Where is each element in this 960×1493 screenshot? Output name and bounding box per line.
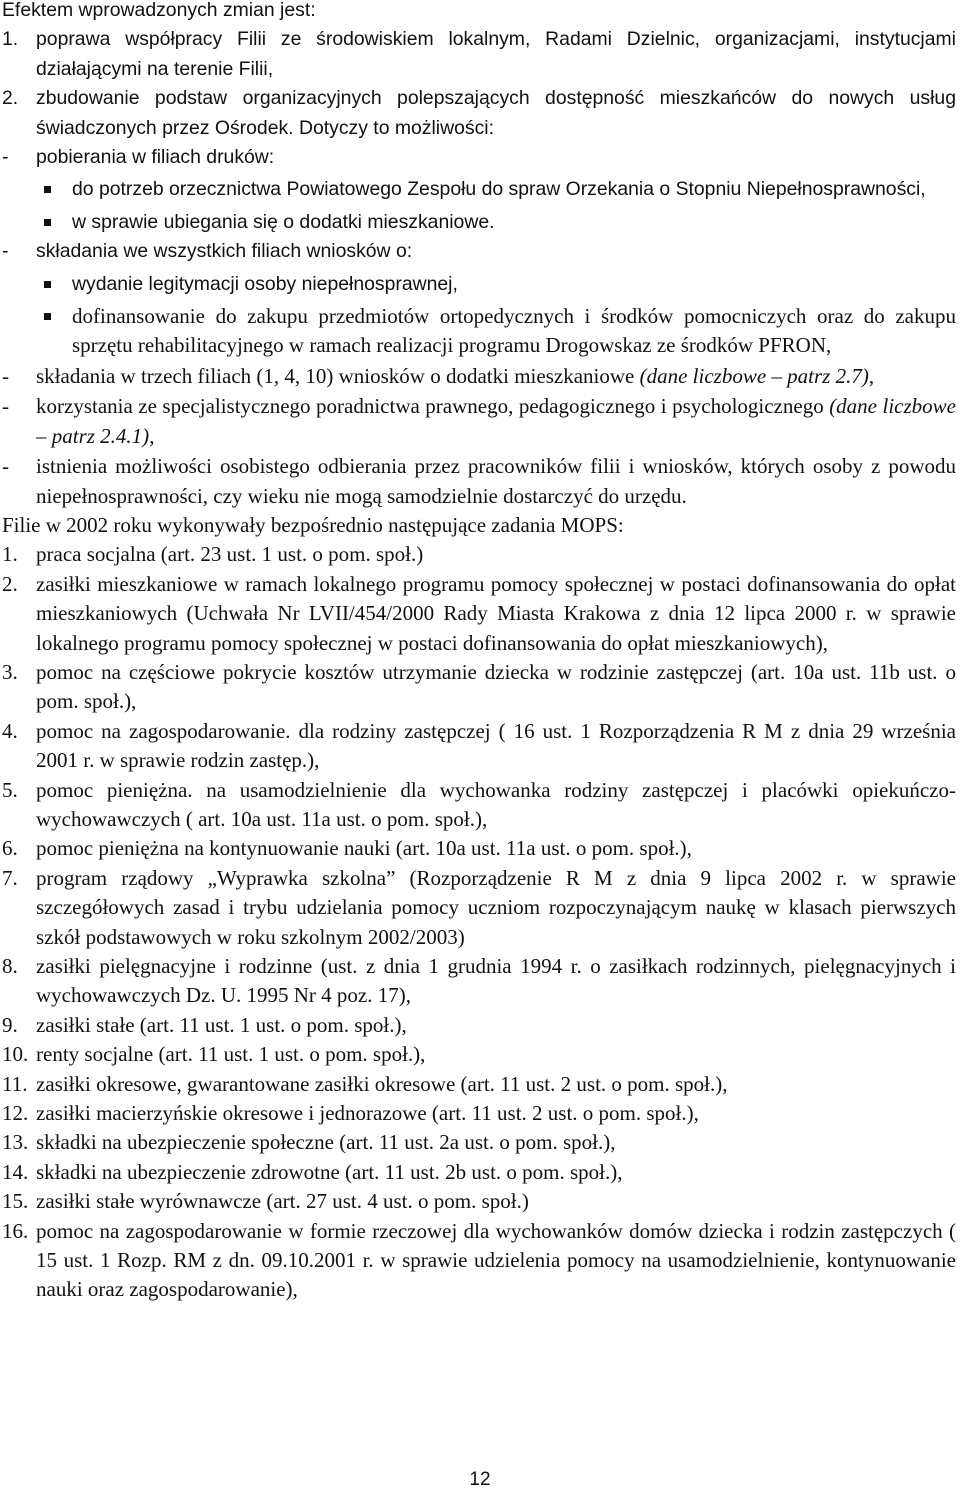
effect-text: zbudowanie podstaw organizacyjnych polepszających dostępność mieszkańców do nowych usług świadczonych przez Ośrodek. [36, 87, 956, 139]
task-number: 15. [2, 1189, 29, 1214]
effect-number: 2. [2, 87, 19, 110]
dash-end: , [868, 363, 875, 388]
task-text: zasiłki mieszkaniowe w ramach lokalnego programu pomocy społecznej w postaci dofinansowania do opłat mieszkaniowych (Uchwała Nr LVII/454/2000 Rady Miasta Krakowa z dnia 12 lipca 2000 r. w sprawie lokalnego programu pomocy społecznej w postaci dofinansowania do opłat mieszkaniowych), [36, 571, 956, 655]
tasks-list [0, 540, 956, 1305]
dash-italic-ref: (dane liczbowe – patrz 2.4.1) [36, 394, 956, 448]
square-bullet-icon [36, 175, 72, 204]
dash-text-block [36, 392, 956, 451]
task-number: 11. [2, 1071, 28, 1096]
dash-mark: - [2, 363, 9, 388]
square-bullet-icon [36, 302, 72, 331]
effect-item-2 [0, 84, 956, 143]
dash-text: istnienia możliwości osobistego odbierania przez pracowników filii i wniosków, których osoby z powodu niepełnosprawności, czy wieku nie mogą samodzielnie dostarczyć do urzędu. [36, 454, 956, 508]
task-number: 2. [2, 571, 18, 596]
task-item [0, 834, 956, 863]
square-bullet-icon [36, 208, 72, 237]
task-text: zasiłki macierzyńskie okresowe i jednorazowe (art. 11 ust. 2 ust. o pom. społ.), [36, 1101, 699, 1126]
bullet-text: wydanie legitymacji osoby niepełnosprawnej, [72, 272, 458, 295]
dash-text: składania w trzech filiach (1, 4, 10) wniosków o dodatki mieszkaniowe [36, 363, 640, 388]
task-text: zasiłki stałe (art. 11 ust. 1 ust. o pom. społ.), [36, 1012, 407, 1037]
task-number: 13. [2, 1130, 29, 1155]
task-text: program rządowy „Wyprawka szkolna” (Rozporządzenie R M z dnia 9 lipca 2002 r. w sprawie szczegółowych zasad i trybu udzielania pomocy uczniom rozpoczynającym naukę w klasach pierwszych szkół podstawowych w roku szkolnym 2002/2003) [36, 865, 956, 949]
tasks-intro: Filie w 2002 roku wykonywały bezpośrednio następujące zadania MOPS: [2, 512, 624, 537]
dash-mark: - [2, 146, 9, 169]
task-item [0, 1128, 956, 1157]
dash-item-4 [0, 392, 956, 451]
task-number: 3. [2, 659, 18, 684]
task-item [0, 952, 956, 1011]
dash-end: , [149, 423, 155, 448]
task-text: pomoc pieniężna na kontynuowanie nauki (art. 10a ust. 11a ust. o pom. społ.), [36, 836, 692, 861]
bullet-text: do potrzeb orzecznictwa Powiatowego Zespołu do spraw Orzekania o Stopniu Niepełnosprawności, [72, 178, 926, 201]
page-number: 12 [469, 1469, 491, 1490]
bullet-text: w sprawie ubiegania się o dodatki mieszkaniowe. [72, 210, 495, 233]
bullet-item [0, 208, 956, 237]
task-text: pomoc na zagospodarowanie. dla rodziny zastępczej ( 16 ust. 1 Rozporządzenia R M z dnia 29 września 2001 r. w sprawie rodzin zastęp.), [36, 718, 956, 773]
task-text: pomoc na zagospodarowanie w formie rzeczowej dla wychowanków domów dziecka i rodzin zastępczych ( 15 ust. 1 Rozp. RM z dn. 09.10.2001 r. w sprawie udzielenia pomocy na usamodzielnienie, kontynuowanie nauki oraz zagospodarowanie), [36, 1218, 956, 1302]
task-item [0, 540, 956, 569]
effect-text: poprawa współpracy Filii ze środowiskiem lokalnym, Radami Dzielnic, organizacjami, instytucjami działającymi na terenie Filii, [36, 28, 956, 80]
dash-mark: - [2, 240, 9, 263]
task-item [0, 717, 956, 776]
dash-item-5 [0, 452, 956, 511]
bullet-item [0, 175, 956, 204]
task-item [0, 570, 956, 658]
task-text: składki na ubezpieczenie społeczne (art. 11 ust. 2a ust. o pom. społ.), [36, 1130, 616, 1155]
dash-mark: - [2, 394, 9, 419]
task-text: praca socjalna (art. 23 ust. 1 ust. o pom. społ.) [36, 542, 424, 567]
task-item [0, 1158, 956, 1187]
dash-item-3 [0, 362, 956, 391]
bullet-item [0, 302, 956, 361]
task-text: zasiłki stałe wyrównawcze (art. 27 ust. 4 ust. o pom. społ.) [36, 1189, 529, 1214]
task-number: 16. [2, 1218, 29, 1243]
task-text: składki na ubezpieczenie zdrowotne (art. 11 ust. 2b ust. o pom. społ.), [36, 1159, 623, 1184]
dash-text: pobierania w filiach druków: [36, 146, 275, 169]
square-bullet-icon [36, 270, 72, 299]
task-item [0, 658, 956, 717]
task-number: 7. [2, 865, 18, 890]
task-number: 5. [2, 777, 18, 802]
task-item [0, 1070, 956, 1099]
task-item [0, 1011, 956, 1040]
effect-text-block [36, 84, 956, 143]
task-text: pomoc pieniężna. na usamodzielnienie dla wychowanka rodziny zastępczej i placówki opiekuńczo- wychowawczych ( art. 10a ust. 11a ust. o pom. społ.), [36, 777, 956, 831]
task-number: 9. [2, 1012, 18, 1037]
bullet-text: dofinansowanie do zakupu przedmiotów ortopedycznych i środków pomocniczych oraz do zakupu sprzętu rehabilitacyjnego w ramach realizacji programu Drogowskaz ze środków PFRON, [72, 304, 956, 358]
task-text: pomoc na częściowe pokrycie kosztów utrzymanie dziecka w rodzinie zastępczej (art. 10a ust. 11b ust. o pom. społ.), [36, 659, 956, 714]
bullet-item [0, 270, 956, 299]
task-number: 6. [2, 836, 18, 861]
task-number: 14. [2, 1159, 29, 1184]
task-item [0, 1187, 956, 1216]
dash-italic-ref: (dane liczbowe – patrz 2.7) [639, 363, 869, 388]
task-item [0, 864, 956, 952]
dash-mark: - [2, 454, 9, 479]
dash-item-1 [0, 143, 956, 172]
effect-number: 1. [2, 28, 19, 51]
task-number: 12. [2, 1101, 29, 1126]
intro-line: Efektem wprowadzonych zmian jest: [2, 0, 316, 21]
task-item [0, 1099, 956, 1128]
task-text: zasiłki okresowe, gwarantowane zasiłki okresowe (art. 11 ust. 2 ust. o pom. społ.), [36, 1071, 728, 1096]
task-text: renty socjalne (art. 11 ust. 1 ust. o pom. społ.), [36, 1042, 426, 1067]
task-item [0, 776, 956, 835]
effect-text-tail: Dotyczy to możliwości: [293, 116, 494, 139]
dash-text: korzystania ze specjalistycznego poradnictwa prawnego, pedagogicznego i psychologicznego [36, 394, 830, 419]
effect-item-1 [0, 25, 956, 84]
task-item [0, 1217, 956, 1305]
task-number: 4. [2, 718, 18, 743]
task-item [0, 1040, 956, 1069]
task-number: 10. [2, 1042, 29, 1067]
dash-text-block [36, 362, 956, 391]
dash-text: składania we wszystkich filiach wniosków o: [36, 240, 413, 263]
task-text: zasiłki pielęgnacyjne i rodzinne (ust. z dnia 1 grudnia 1994 r. o zasiłkach rodzinnych, pielęgnacyjnych i wychowawczych Dz. U. 1995 Nr 4 poz. 17), [36, 954, 956, 1008]
task-number: 1. [2, 542, 18, 567]
dash-item-2 [0, 237, 956, 266]
task-number: 8. [2, 954, 18, 978]
